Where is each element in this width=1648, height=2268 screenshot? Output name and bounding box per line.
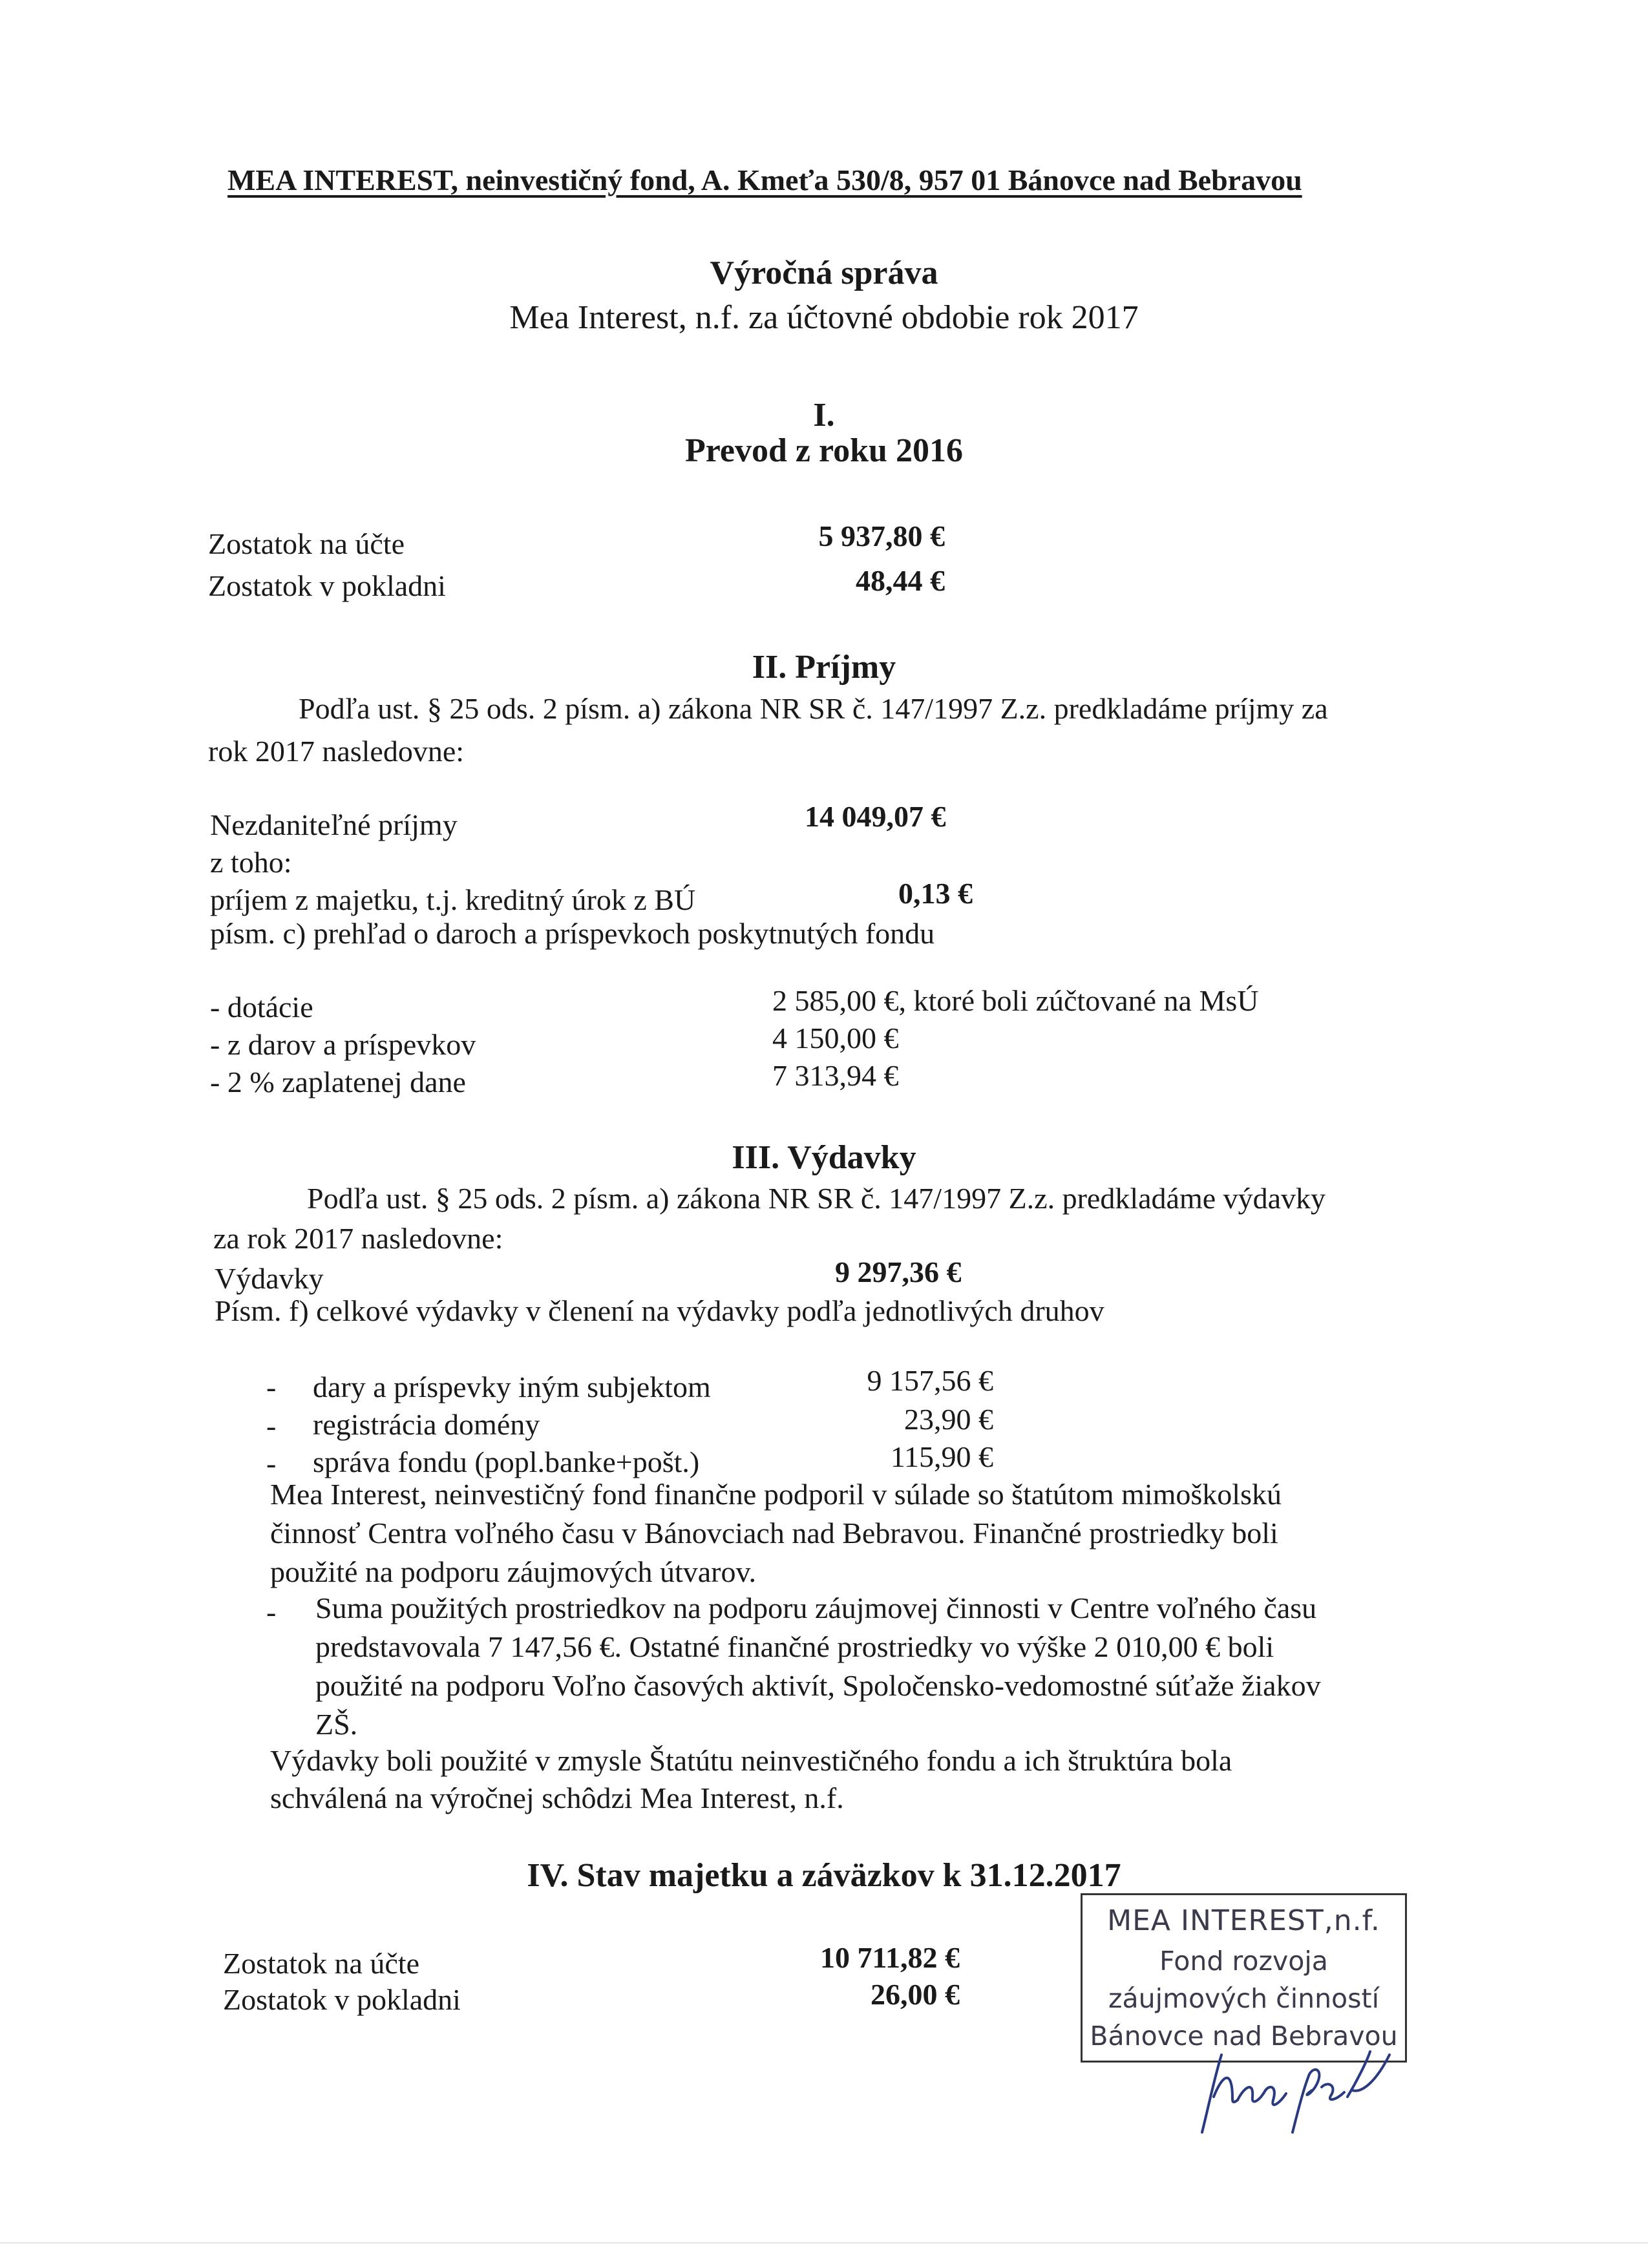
s3-para2-line2: schválená na výročnej schôdzi Mea Interest, n.f. [270, 1781, 844, 1814]
s2-gifts-label: - z darov a príspevkov [210, 1028, 476, 1061]
s3-letter-f: Písm. f) celkové výdavky v členení na výdavky podľa jednotlivých druhov [215, 1294, 1104, 1327]
s3-expenses-label: Výdavky [215, 1262, 324, 1295]
stamp-line-4: Bánovce nad Bebravou [1090, 2021, 1398, 2052]
document-subtitle: Mea Interest, n.f. za účtovné obdobie rok 2017 [509, 299, 1139, 336]
s3-para1-line1: Mea Interest, neinvestičný fond finančne podporil v súlade so štatútom mimoškolskú [270, 1478, 1282, 1511]
s4-cash-label: Zostatok v pokladni [223, 1983, 461, 2016]
s2-interest-label: príjem z majetku, t.j. kreditný úrok z BÚ [210, 883, 696, 916]
s3-item2-value: 23,90 € [904, 1403, 993, 1436]
s3-item1-label: dary a príspevky iným subjektom [313, 1370, 711, 1403]
s3-dash-3: - [266, 1447, 277, 1480]
s2-tax-label: - 2 % zaplatenej dane [210, 1066, 466, 1098]
s2-donations-overview: písm. c) prehľad o daroch a príspevkoch poskytnutých fondu [210, 917, 935, 950]
s3-dash-2: - [266, 1409, 277, 1442]
s2-tax-value: 7 313,94 € [772, 1059, 899, 1092]
scan-edge-line [0, 2242, 1648, 2243]
header-address: MEA INTEREST, neinvestičný fond, A. Kmeťa 530/8, 957 01 Bánovce nad Bebravou [227, 163, 1302, 196]
s3-bullet-dash: - [266, 1595, 277, 1628]
s1-account-value: 5 937,80 € [818, 520, 945, 552]
s4-cash-value: 26,00 € [871, 1978, 960, 2011]
stamp-line-3: záujmových činností [1108, 1983, 1379, 2014]
s2-interest-value: 0,13 € [898, 877, 973, 910]
s2-subsidies-label: - dotácie [210, 991, 313, 1024]
stamp-line-1: MEA INTEREST,n.f. [1107, 1904, 1380, 1937]
s3-para1-line3: použité na podporu záujmových útvarov. [270, 1555, 756, 1588]
s3-para1-line2: činnosť Centra voľného času v Bánovciach nad Bebravou. Finančné prostriedky boli [270, 1517, 1278, 1549]
s3-bullet-line3: použité na podporu Voľno časových aktivít, Spoločensko-vedomostné súťaže žiakov [315, 1669, 1321, 1702]
s2-intro-line1: Podľa ust. § 25 ods. 2 písm. a) zákona NR SR č. 147/1997 Z.z. predkladáme príjmy za [299, 692, 1328, 725]
section1-roman: I. [813, 397, 835, 434]
section4-title: IV. Stav majetku a záväzkov k 31.12.2017 [527, 1857, 1121, 1894]
section2-title: II. Príjmy [752, 649, 896, 686]
s3-bullet-line2: predstavovala 7 147,56 €. Ostatné finančné prostriedky vo výške 2 010,00 € boli [315, 1630, 1274, 1663]
s3-bullet-line1: Suma použitých prostriedkov na podporu záujmovej činnosti v Centre voľného času [315, 1591, 1317, 1624]
s2-of-which: z toho: [210, 846, 292, 879]
s2-subsidies-value: 2 585,00 €, ktoré boli zúčtované na MsÚ [772, 984, 1259, 1017]
s3-dash-1: - [266, 1370, 277, 1403]
s3-item3-value: 115,90 € [890, 1440, 993, 1473]
s3-intro-line2: za rok 2017 nasledovne: [213, 1222, 503, 1255]
s3-intro-line1: Podľa ust. § 25 ods. 2 písm. a) zákona NR SR č. 147/1997 Z.z. predkladáme výdavky [307, 1182, 1326, 1215]
document-title: Výročná správa [710, 255, 938, 291]
stamp-line-2: Fond rozvoja [1159, 1946, 1328, 1977]
s1-cash-label: Zostatok v pokladni [208, 569, 446, 602]
signature-icon [1183, 2035, 1396, 2139]
s3-para2-line1: Výdavky boli použité v zmysle Štatútu neinvestičného fondu a ich štruktúra bola [270, 1744, 1232, 1777]
s3-expenses-value: 9 297,36 € [835, 1255, 962, 1288]
s2-nontaxable-label: Nezdaniteľné príjmy [210, 808, 458, 841]
s3-bullet-line4: ZŠ. [315, 1708, 358, 1741]
s3-item1-value: 9 157,56 € [867, 1364, 993, 1397]
s4-account-label: Zostatok na účte [223, 1947, 420, 1980]
s2-nontaxable-value: 14 049,07 € [805, 800, 946, 833]
section1-title: Prevod z roku 2016 [685, 432, 963, 469]
s1-account-label: Zostatok na účte [208, 527, 405, 560]
s2-gifts-value: 4 150,00 € [772, 1022, 899, 1055]
s3-item3-label: správa fondu (popl.banke+pošt.) [313, 1445, 700, 1478]
s1-cash-value: 48,44 € [856, 564, 945, 597]
s2-intro-line2: rok 2017 nasledovne: [208, 735, 465, 768]
s3-item2-label: registrácia domény [313, 1408, 540, 1441]
s4-account-value: 10 711,82 € [820, 1941, 960, 1974]
section3-title: III. Výdavky [732, 1139, 916, 1176]
